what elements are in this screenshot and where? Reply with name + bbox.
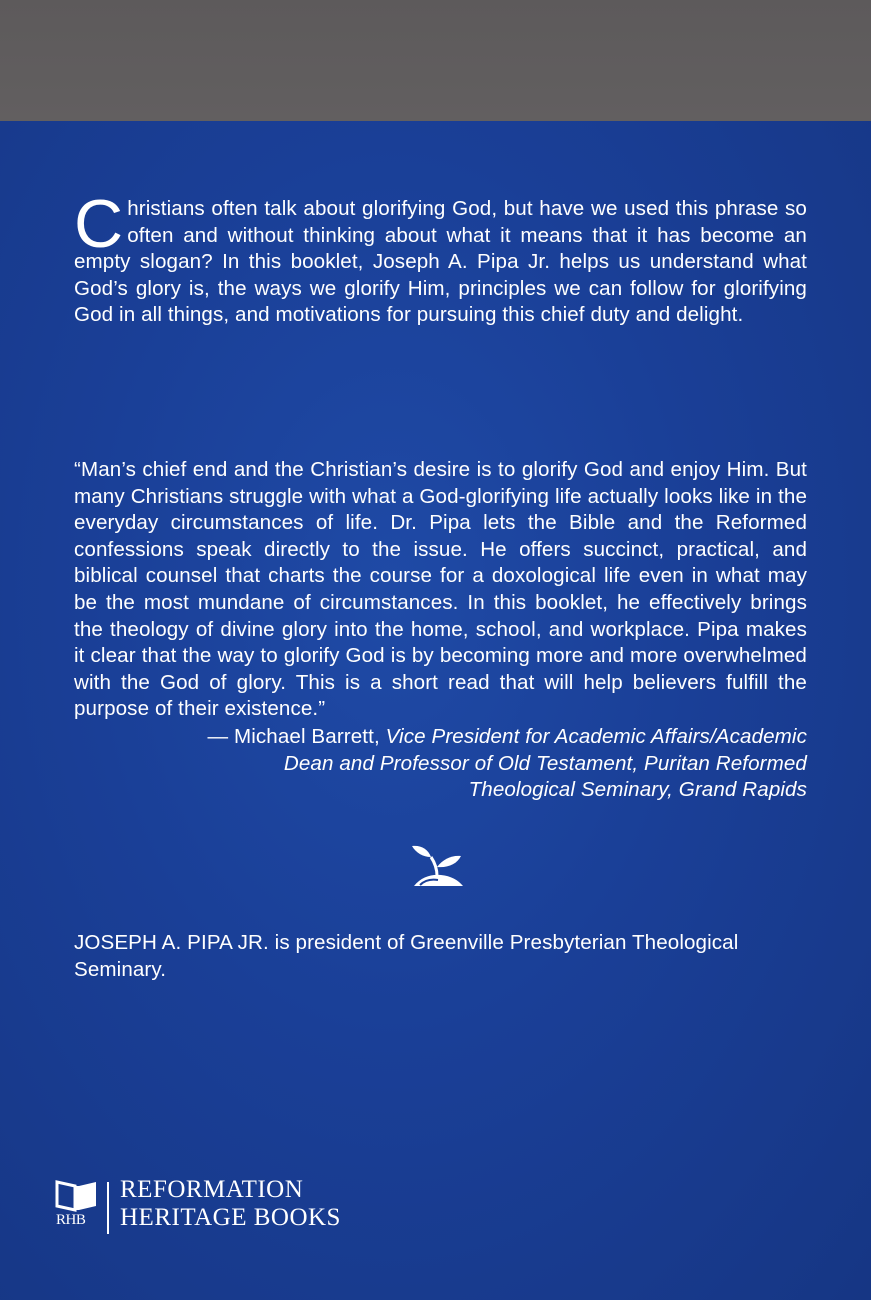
endorser-name: — Michael Barrett, bbox=[207, 725, 380, 748]
publisher-name-line-2: HERITAGE BOOKS bbox=[120, 1204, 341, 1231]
endorser-role-line-2: Dean and Professor of Old Testament, Puritan Reformed bbox=[283, 751, 807, 775]
endorser-role-line-1: Vice President for Academic Affairs/Academic bbox=[385, 725, 807, 748]
drop-cap: C bbox=[74, 186, 124, 262]
endorsement-attribution bbox=[74, 724, 807, 804]
author-bio: JOSEPH A. PIPA JR. is president of Greenville Presbyterian Theological Seminary. bbox=[74, 931, 739, 981]
cover-blurb bbox=[74, 186, 807, 329]
publisher-logo bbox=[54, 1176, 384, 1236]
publisher-name-line-1: REFORMATION bbox=[120, 1176, 304, 1203]
endorsement-quote: “Man’s chief end and the Christian’s desire is to glorify God and enjoy Him. But many Christians struggle with what a God-glorifying life actually looks like in the everyday circumstances of life. Dr. Pipa lets the Bible and the Reformed confessions speak directly to the issue. He offers succinct, practical, and biblical counsel that charts the course for a doxological life even in what may be the most mundane of circumstances. In this booklet, he effectively brings the theology of divine glory into the home, school, and workplace. Pipa makes it clear that the way to glorify God is by becoming more and more overwhelmed with the God of glory. This is a short read that will help believers fulfill the purpose of their existence.” bbox=[74, 458, 807, 721]
top-gray-band bbox=[0, 0, 871, 121]
publisher-name bbox=[120, 1176, 341, 1232]
blurb-text: hristians often talk about glorifying God, but have we used this phrase so often and without thinking about what it means that it has become an empty slogan? In this booklet, Joseph A. Pipa Jr. helps us understand what God’s glory is, the ways we glorify Him, principles we can follow for glorifying God in all things, and motivations for pursuing this chief duty and delight. bbox=[74, 197, 807, 327]
attribution-line-1 bbox=[74, 724, 807, 751]
endorser-role-line-3: Theological Seminary, Grand Rapids bbox=[468, 778, 807, 802]
publisher-abbreviation: RHB bbox=[56, 1212, 86, 1228]
logo-divider bbox=[107, 1182, 109, 1234]
sprout-icon bbox=[411, 845, 467, 891]
